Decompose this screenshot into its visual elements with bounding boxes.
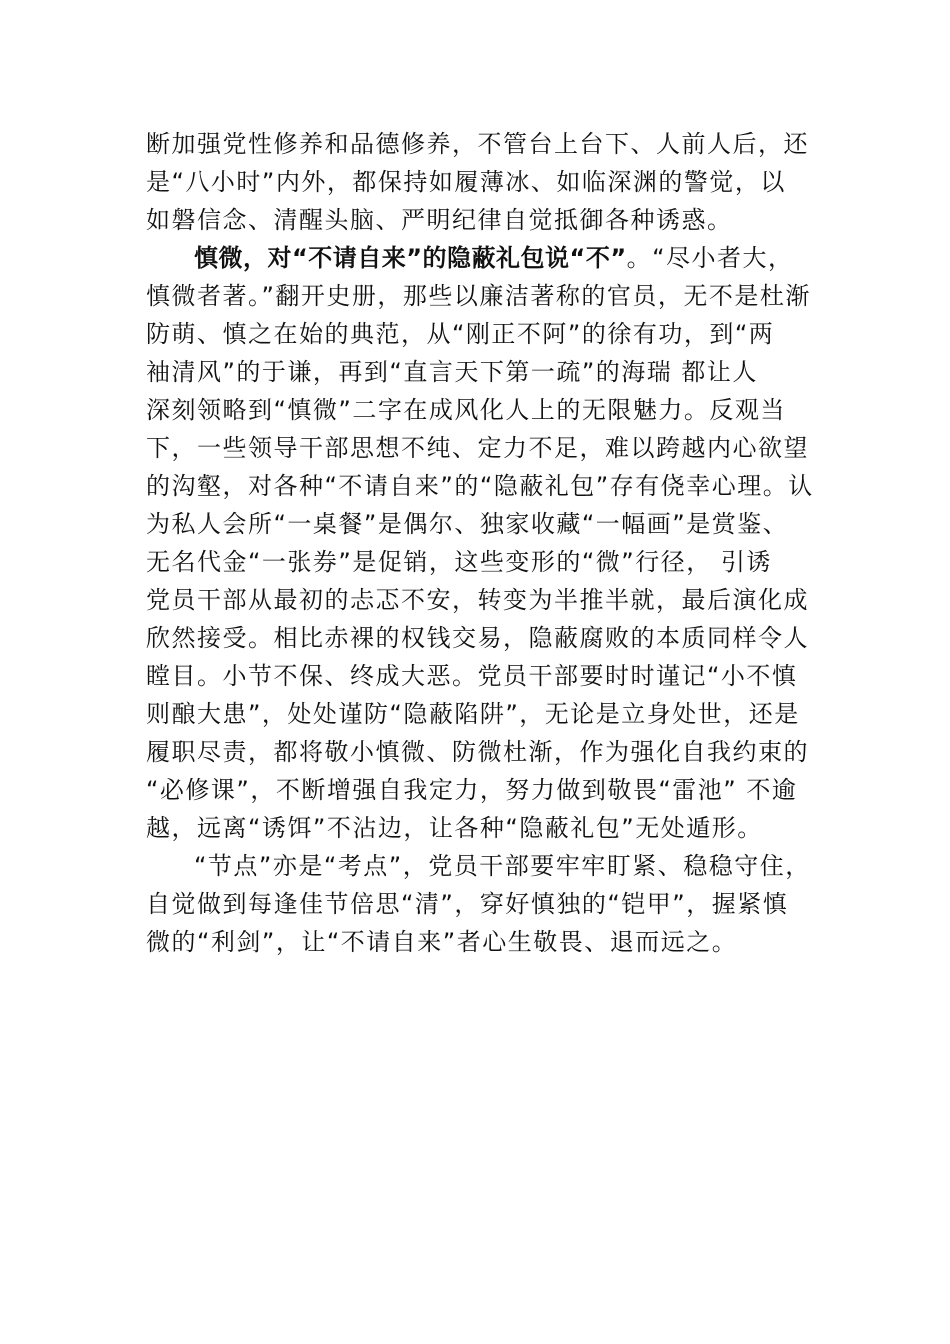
paragraph-2-line-10: 欣然接受。相比赤裸的权钱交易，隐蔽腐败的本质同样令人	[146, 624, 809, 652]
paragraph-2-line-1: 慎微者著。”翻开史册，那些以廉洁著称的官员，无不是杜渐	[146, 282, 811, 310]
paragraph-2-line-12: 则酿大患”，处处谨防“隐蔽陷阱”，无论是立身处世，还是	[146, 700, 800, 728]
paragraph-3-line-3: 微的“利剑”，让“不请自来”者心生敬畏、退而远之。	[146, 928, 738, 956]
paragraph-3-line-1: “节点”亦是“考点”，党员干部要牢牢盯紧、稳稳守住，	[194, 852, 811, 880]
paragraph-2-line-8: 无名代金“一张券”是促销，这些变形的“微”行径， 引诱	[146, 548, 772, 576]
paragraph-2-line-3: 袖清风”的于谦，再到“直言天下第一疏”的海瑞 都让人	[146, 358, 758, 386]
paragraph-2-line-2: 防萌、慎之在始的典范，从“刚正不阿”的徐有功，到“两	[146, 320, 775, 348]
heading-tail: 。“尽小者大，	[626, 244, 794, 272]
paragraph-2-line-5: 下，一些领导干部思想不纯、定力不足，难以跨越内心欲望	[146, 434, 809, 462]
paragraph-2-line-9: 党员干部从最初的忐忑不安，转变为半推半就，最后演化成	[146, 586, 809, 614]
paragraph-2-line-11: 瞠目。小节不保、终成大恶。党员干部要时时谨记“小不慎	[146, 662, 798, 690]
paragraph-2-line-15: 越，远离“诱饵”不沾边，让各种“隐蔽礼包”无处遁形。	[146, 814, 763, 842]
paragraph-2-line-6: 的沟壑，对各种“不请自来”的“隐蔽礼包”存有侥幸心理。认	[146, 472, 814, 500]
paragraph-2-line-4: 深刻领略到“慎微”二字在成风化人上的无限魅力。反观当	[146, 396, 786, 424]
paragraph-2-line-7: 为私人会所“一桌餐”是偶尔、独家收藏“一幅画”是赏鉴、	[146, 510, 789, 538]
section-heading: 慎微，对“不请自来”的隐蔽礼包说“不”	[194, 244, 627, 272]
paragraph-1-line-3: 如磐信念、清醒头脑、严明纪律自觉抵御各种诱惑。	[146, 206, 733, 234]
paragraph-2-line-14: “必修课”，不断增强自我定力，努力做到敬畏“雷池” 不逾	[146, 776, 798, 804]
paragraph-3-line-2: 自觉做到每逢佳节倍思“清”，穿好慎独的“铠甲”，握紧慎	[146, 890, 789, 918]
paragraph-1-line-1: 断加强党性修养和品德修养，不管台上台下、人前人后，还	[146, 130, 809, 158]
paragraph-2-line-13: 履职尽责，都将敬小慎微、防微杜渐，作为强化自我约束的	[146, 738, 809, 766]
paragraph-1-line-2: 是“八小时”内外，都保持如履薄冰、如临深渊的警觉，以	[146, 168, 786, 196]
paragraph-2-first-line	[194, 241, 794, 275]
